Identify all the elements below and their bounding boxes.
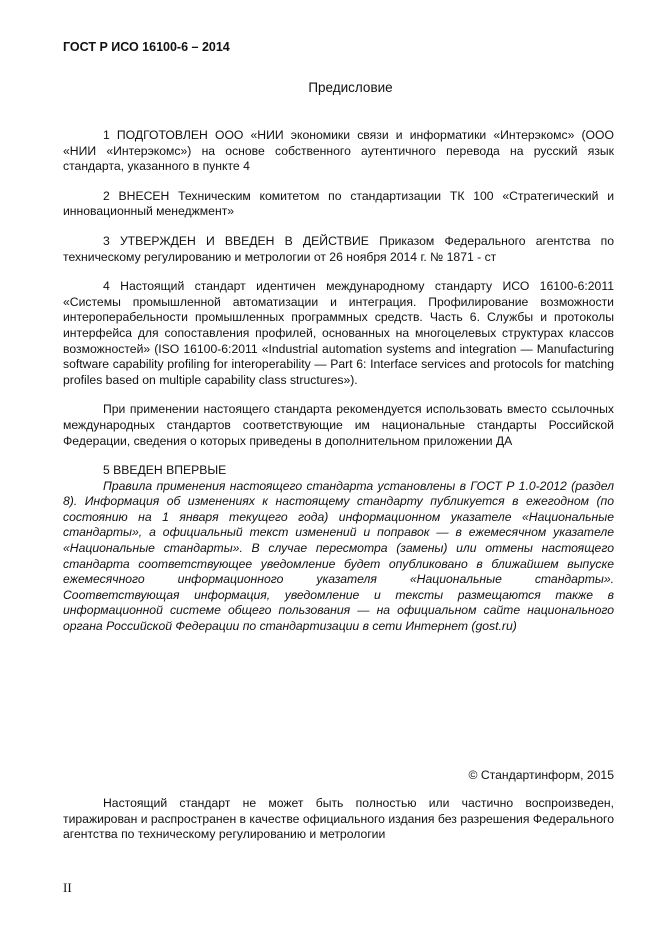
reproduction-notice: Настоящий стандарт не может быть полностью или частично воспроизведен, тиражирован и распространен в качестве официального издания без разрешения Федерального агентства по техническому регулированию и метрологии: [63, 796, 614, 842]
page-title: Предисловие: [308, 80, 393, 95]
item-4-note: При применении настоящего стандарта рекомендуется использовать вместо ссылочных международных стандартов соответствующие им национальные стандарты Российской Федерации, сведения о которых приведены в дополнительном приложении ДА: [63, 402, 614, 448]
foreword-body: [63, 128, 614, 649]
item-1-prepared: 1 ПОДГОТОВЛЕН ООО «НИИ экономики связи и информатики «Интерэкомс» (ООО «НИИ «Интерэкомс») на основе собственного аутентичного перевода на русский язык стандарта, указанного в пункте 4: [63, 128, 614, 174]
italic-rules-note: Правила применения настоящего стандарта установлены в ГОСТ Р 1.0-2012 (раздел 8). Информация об изменениях к настоящему стандарту публикуется в ежегодном (по состоянию на 1 января текущего года) информационном указателе «Национальные стандарты», а официальный текст изменений и поправок — в ежемесячном указателе «Национальные стандарты». В случае пересмотра (замены) или отмены настоящего стандарта соответствующее уведомление будет опубликовано в ближайшем выпуске ежемесячного информационного указателя «Национальные стандарты». Соответствующая информация, уведомление и тексты размещаются также в информационной системе общего пользования — на официальном сайте национального органа Российской Федерации по стандартизации в сети Интернет (gost.ru): [63, 478, 614, 634]
reproduction-block: [63, 796, 614, 857]
item-2-submitted: 2 ВНЕСЕН Техническим комитетом по стандартизации ТК 100 «Стратегический и инновационный менеджмент»: [63, 188, 614, 219]
item-4-identical: 4 Настоящий стандарт идентичен международному стандарту ИСО 16100-6:2011 «Системы промышленной автоматизации и интеграция. Профилирование возможности интероперабельности промышленных программных средств. Часть 6. Службы и протоколы интерфейса для сопоставления профилей, основанных на многоцелевых структурах классов возможностей» (ISO 16100-6:2011 «Industrial automation systems and integration — Manufacturing software capability profiling for interoperability — Part 6: Interface services and protocols for matching profiles based on multiple capability class structures»).: [63, 279, 614, 387]
copyright-line: © Стандартинформ, 2015: [468, 768, 614, 782]
document-header: ГОСТ Р ИСО 16100-6 – 2014: [63, 40, 230, 54]
item-3-approved: 3 УТВЕРЖДЕН И ВВЕДЕН В ДЕЙСТВИЕ Приказом Федерального агентства по техническому регулированию и метрологии от 26 ноября 2014 г. № 1871 - ст: [63, 233, 614, 264]
page-number: II: [63, 880, 72, 895]
item-5-introduced: 5 ВВЕДЕН ВПЕРВЫЕ: [103, 463, 227, 478]
